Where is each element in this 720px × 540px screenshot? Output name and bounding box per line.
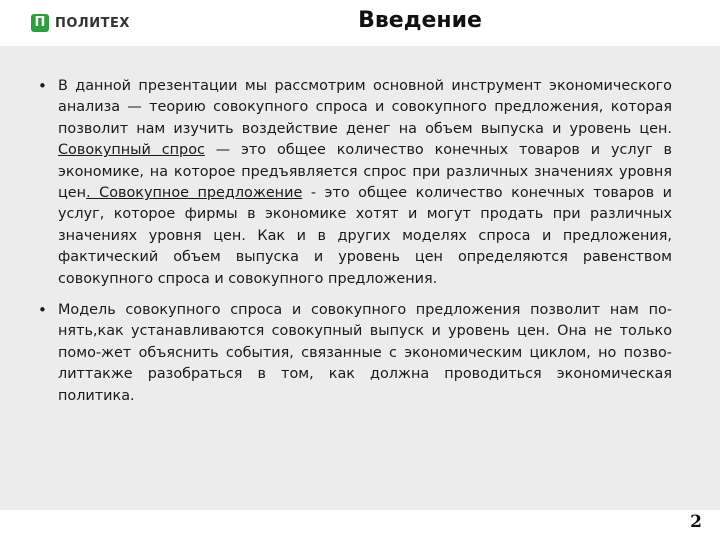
bullet-item-introduction bbox=[36, 76, 672, 290]
term-aggregate-supply: . Совокупное предложение bbox=[86, 185, 303, 202]
term-aggregate-demand: Совокупный спрос bbox=[58, 142, 205, 159]
slide-footer bbox=[0, 510, 720, 540]
bullet-text: В данной презентации мы рассмотрим основной инструмент экономического анализа — теорию совокупного спроса и совокупного предложения, которая позволит нам изучить воздействие денег на объем выпуска и уровень цен. bbox=[58, 78, 672, 137]
bullet-list bbox=[36, 76, 672, 417]
slide-title: Введение bbox=[358, 8, 482, 33]
bullet-item-model bbox=[36, 300, 672, 407]
politech-logo-icon: П bbox=[31, 14, 49, 32]
slide-content bbox=[0, 46, 720, 510]
logo-text: ПОЛИТЕХ bbox=[55, 15, 130, 31]
slide-header bbox=[0, 0, 720, 46]
bullet-text: - это общее количество конечных товаров и услуг, которое фирмы в экономике хотят и могут продать при различных значениях уровня цен. Как и в других моделях спроса и предложения, фактический объем выпуска и уровень цен определяются равенством совокупного спроса и совокупного предложения. bbox=[58, 185, 672, 287]
bullet-text: — это общее количество конечных товаров и услуг в экономике, на которое предъявляется спрос при различных значениях уровня цен bbox=[58, 142, 672, 202]
bullet-text: Модель совокупного спроса и совокупного предложения позволит нам по-нять,как устанавливаются совокупный выпуск и уровень цен. Она не только помо-жет объяснить события, связанные с экономическим циклом, но позво-литтакже разобраться в том, как должна проводиться экономическая политика. bbox=[58, 302, 672, 404]
page-number: 2 bbox=[690, 512, 702, 532]
politech-logo bbox=[31, 12, 130, 34]
